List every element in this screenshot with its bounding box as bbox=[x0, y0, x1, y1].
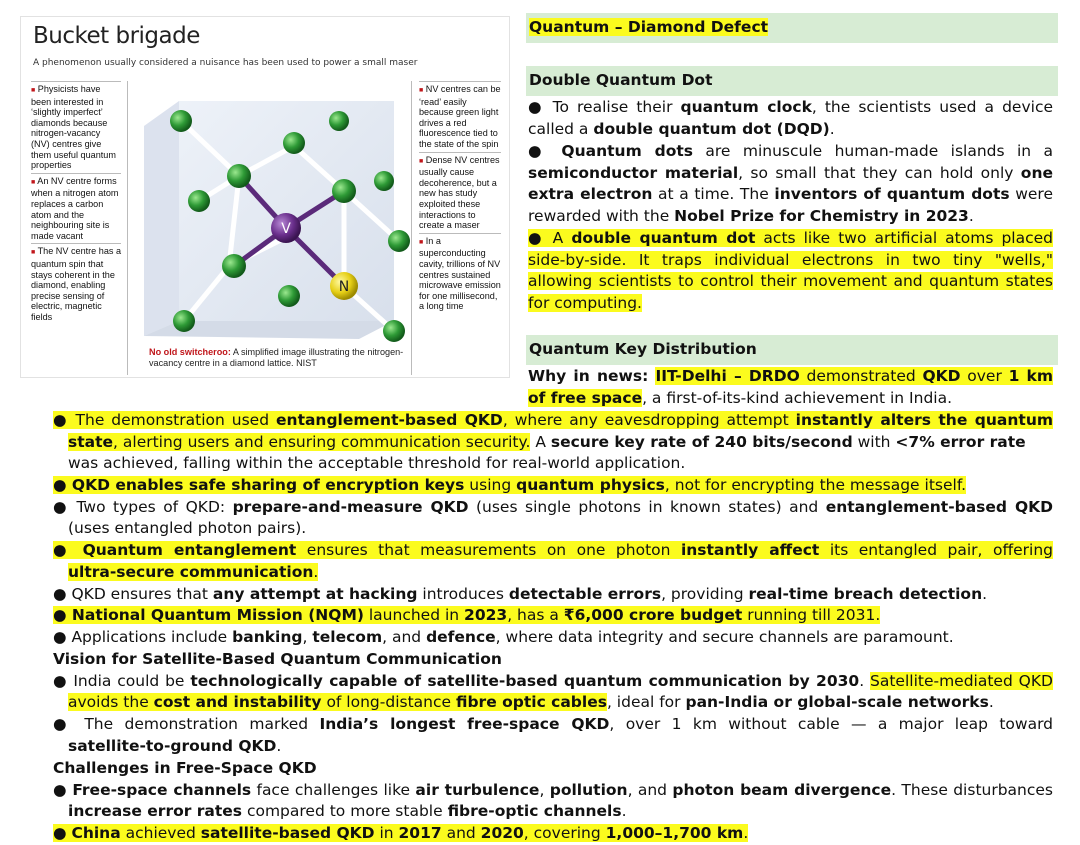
clipping-left-item: ■ Physicists have been interested in ‘slightly imperfect’ diamonds because nitrogen-vacancy (NV) centres give them useful quantum properties bbox=[31, 81, 121, 173]
clipping-left-item: ■ An NV centre forms when a nitrogen atom replaces a carbon atom and the neighbouring site is made vacant bbox=[31, 173, 121, 244]
bullet-entanglement-qkd-cont: state, alerting users and ensuring communication security. A secure key rate of 240 bits/second with <7% error rate bbox=[68, 433, 1026, 451]
carbon-atom bbox=[170, 110, 192, 132]
clipping-left-column bbox=[31, 81, 121, 324]
carbon-atom bbox=[173, 310, 195, 332]
bullet-free-space-channels: ● Free-space channels face challenges like air turbulence, pollution, and photon beam divergence. These disturbances bbox=[53, 781, 1054, 799]
heading-satellite-vision: Vision for Satellite-Based Quantum Communication bbox=[53, 650, 502, 668]
newspaper-clipping bbox=[20, 16, 510, 378]
carbon-atom bbox=[227, 164, 251, 188]
carbon-atom bbox=[383, 320, 405, 342]
bullet-satellite-2030-cont: avoids the cost and instability of long-distance fibre optic cables, ideal for pan-India or global-scale networks. bbox=[68, 693, 994, 711]
paragraph-dqd-intro: ● To realise their quantum clock, the scientists used a device called a double quantum dot (DQD). bbox=[528, 98, 1053, 138]
bullet-types-of-qkd: ● Two types of QKD: prepare-and-measure QKD (uses single photons in known states) and entanglement-based QKD bbox=[53, 498, 1053, 516]
carbon-atom bbox=[283, 132, 305, 154]
bullet-national-quantum-mission: ● National Quantum Mission (NQM) launched in 2023, has a ₹6,000 crore budget running till 2031. bbox=[53, 606, 881, 624]
bullet-longest-free-space: ● The demonstration marked India’s longest free-space QKD, over 1 km without cable — a major leap toward bbox=[53, 715, 1054, 733]
carbon-atom bbox=[188, 190, 210, 212]
carbon-atom bbox=[222, 254, 246, 278]
heading-diamond-defect: Quantum – Diamond Defect bbox=[526, 13, 1058, 43]
bullet-quantum-entanglement: ● Quantum entanglement ensures that measurements on one photon instantly affect its entangled pair, offering bbox=[53, 541, 1053, 559]
bullet-china-qkd: ● China achieved satellite-based QKD in 2017 and 2020, covering 1,000–1,700 km. bbox=[53, 824, 749, 842]
heading-challenges: Challenges in Free-Space QKD bbox=[53, 759, 317, 777]
carbon-atom bbox=[278, 285, 300, 307]
paragraph-double-quantum-dot: ● A double quantum dot acts like two artificial atoms placed side-by-side. It traps individual electrons in two tiny "wells," allowing scientists to control their movement and quantum states for computing. bbox=[528, 229, 1053, 313]
cube-faces bbox=[144, 101, 394, 339]
bullet-square-icon: ■ bbox=[419, 238, 424, 246]
heading-double-quantum-dot: Double Quantum Dot bbox=[526, 66, 1058, 96]
paragraph-quantum-dots: ● Quantum dots are minuscule human-made islands in a semiconductor material, so small that they can hold only one extra electron at a time. The inventors of quantum dots were rewarded with the Nobel Prize for Chemistry in 2023. bbox=[528, 142, 1054, 226]
clipping-subtitle: A phenomenon usually considered a nuisance has been used to power a small maser bbox=[33, 58, 418, 68]
bullet-satellite-2030: ● India could be technologically capable of satellite-based quantum communication by 2030. Satellite-mediated QKD bbox=[53, 672, 1053, 690]
bullet-square-icon: ■ bbox=[31, 249, 36, 257]
bullet-entanglement-qkd: ● The demonstration used entanglement-based QKD, where any eavesdropping attempt instantly alters the quantum bbox=[53, 411, 1054, 429]
clipping-right-item: ■ NV centres can be ‘read’ easily because green light drives a red fluorescence tied to the state of the spin bbox=[419, 81, 501, 152]
bullet-longest-free-space-cont: satellite-to-ground QKD. bbox=[68, 737, 282, 755]
nitrogen-label: N bbox=[338, 279, 350, 295]
clipping-right-column bbox=[419, 81, 501, 314]
bullet-hacking-detection: ● QKD ensures that any attempt at hacking introduces detectable errors, providing real-time breach detection. bbox=[53, 585, 988, 603]
bullet-encryption-keys: ● QKD enables safe sharing of encryption keys using quantum physics, not for encrypting the message itself. bbox=[53, 476, 967, 494]
vacancy-label: V bbox=[281, 221, 291, 237]
heading-qkd: Quantum Key Distribution bbox=[526, 335, 1058, 365]
carbon-atom bbox=[388, 230, 410, 252]
bullet-square-icon: ■ bbox=[419, 87, 424, 94]
carbon-atom bbox=[374, 171, 394, 191]
carbon-atom bbox=[329, 111, 349, 131]
bullet-applications: ● Applications include banking, telecom, and defence, where data integrity and secure channels are paramount. bbox=[53, 628, 954, 646]
bullet-free-space-channels-cont: increase error rates compared to more stable fibre-optic channels. bbox=[68, 802, 627, 820]
clipping-title: Bucket brigade bbox=[33, 23, 200, 49]
bullet-square-icon: ■ bbox=[419, 157, 424, 165]
bullet-quantum-entanglement-cont: ultra-secure communication. bbox=[68, 563, 319, 581]
clipping-caption: No old switcheroo: A simplified image illustrating the nitrogen-vacancy centre in a diamond lattice. NIST bbox=[149, 347, 404, 368]
bullet-types-of-qkd-cont: (uses entangled photon pairs). bbox=[68, 519, 307, 537]
diamond-lattice-illustration bbox=[139, 81, 414, 343]
paragraph-why-in-news: Why in news: IIT-Delhi – DRDO demonstrated QKD over 1 km of free space, a first-of-its-kind achievement in India. bbox=[528, 367, 1054, 407]
carbon-atom bbox=[332, 179, 356, 203]
bullet-entanglement-qkd-cont2: was achieved, falling within the acceptable threshold for real-world application. bbox=[68, 454, 686, 472]
bullet-square-icon: ■ bbox=[31, 87, 36, 94]
clipping-right-item: ■ In a superconducting cavity, trillions of NV centres sustained microwave emission for one millisecond, a long time bbox=[419, 233, 501, 314]
clipping-right-item: ■ Dense NV centres usually cause decoherence, but a new has study exploited these interactions to create a maser bbox=[419, 152, 501, 233]
column-divider bbox=[127, 81, 128, 375]
bullet-square-icon: ■ bbox=[31, 178, 36, 186]
clipping-left-item: ■ The NV centre has a quantum spin that stays coherent in the diamond, enabling precise sensing of electric, magnetic fields bbox=[31, 243, 121, 324]
